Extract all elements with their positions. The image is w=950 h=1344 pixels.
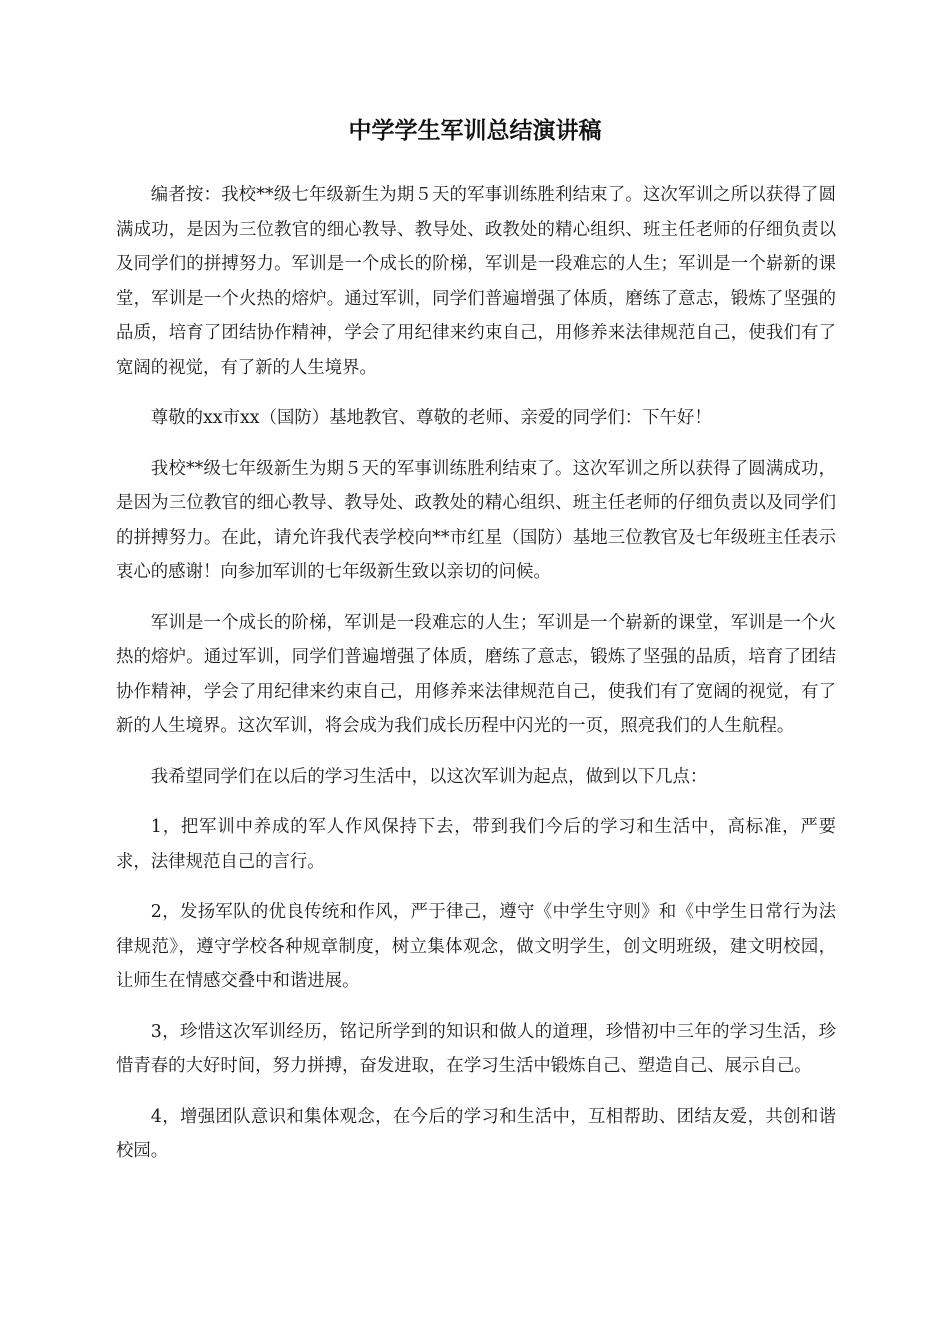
- list-item: 4，增强团队意识和集体观念，在今后的学习和生活中，互相帮助、团结友爱，共创和谐校园。: [116, 1106, 836, 1161]
- list-item: 3，珍惜这次军训经历，铭记所学到的知识和做人的道理，珍惜初中三年的学习生活，珍惜青春的大好时间，努力拼搏，奋发进取，在学习生活中锻炼自己、塑造自己、展示自己。: [116, 1021, 836, 1076]
- list-item: 2，发扬军队的优良传统和作风，严于律己，遵守《中学生守则》和《中学生日常行为法律规范》，遵守学校各种规章制度，树立集体观念，做文明学生，创文明班级，建文明校园，让师生在情感交叠中和谐进展。: [116, 902, 836, 991]
- document-body: [116, 178, 836, 1185]
- body-paragraph: 我希望同学们在以后的学习生活中，以这次军训为起点，做到以下几点：: [150, 766, 708, 787]
- editor-note-paragraph: 编者按：我校**级七年级新生为期５天的军事训练胜利结束了。这次军训之所以获得了圆满成功，是因为三位教官的细心教导、教导处、政教处的精心组织、班主任老师的仔细负责以及同学们的拼搏努力。军训是一个成长的阶梯，军训是一段难忘的人生；军训是一个崭新的课堂，军训是一个火热的熔炉。通过军训，同学们普遍增强了体质，磨练了意志，锻炼了坚强的品质，培育了团结协作精神，学会了用纪律来约束自己，用修养来法律规范自己，使我们有了宽阔的视觉，有了新的人生境界。: [116, 185, 836, 378]
- document-title: 中学学生军训总结演讲稿: [348, 118, 602, 144]
- body-paragraph: 军训是一个成长的阶梯，军训是一段难忘的人生；军训是一个崭新的课堂，军训是一个火热的熔炉。通过军训，同学们普遍增强了体质，磨练了意志，锻炼了坚强的品质，培育了团结协作精神，学会了用纪律来约束自己，用修养来法律规范自己，使我们有了宽阔的视觉，有了新的人生境界。这次军训，将会成为我们成长历程中闪光的一页，照亮我们的人生航程。: [116, 612, 836, 736]
- greeting-paragraph: 尊敬的xx市xx（国防）基地教官、尊敬的老师、亲爱的同学们：下午好！: [150, 408, 712, 428]
- body-paragraph: 我校**级七年级新生为期５天的军事训练胜利结束了。这次军训之所以获得了圆满成功，是因为三位教官的细心教导、教导处、政教处的精心组织、班主任老师的仔细负责以及同学们的拼搏努力。在此，请允许我代表学校向**市红星（国防）基地三位教官及七年级班主任表示衷心的感谢！向参加军训的七年级新生致以亲切的问候。: [116, 458, 836, 582]
- list-item: 1，把军训中养成的军人作风保持下去，带到我们今后的学习和生活中，高标准，严要求，法律规范自己的言行。: [116, 817, 836, 872]
